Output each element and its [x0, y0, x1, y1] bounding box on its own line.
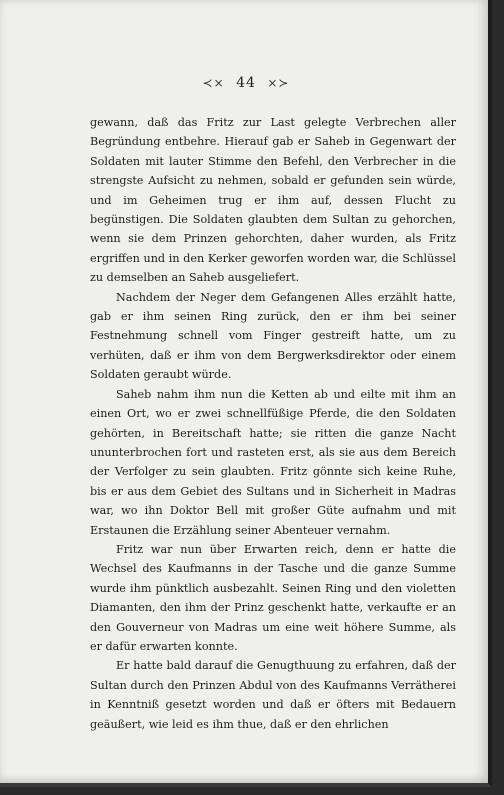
paragraph-3: Saheb nahm ihm nun die Ketten ab und eilte mit ihm an einen Ort, wo er zwei schnellfüßige Pferde, die den Soldaten gehörten, in Bereitschaft hatte; sie ritten die ganze Nacht ununterbrochen fort und rasteten erst, als sie aus dem Bereich der Verfolger zu sein glaubten. Fritz gönnte sich keine Ruhe, bis er aus dem Gebiet des Sultans und in Sicherheit in Madras war, wo ihn Doktor Bell mit großer Güte aufnahm und mit Erstaunen die Erzählung seiner Abenteuer vernahm. — [90, 387, 456, 537]
ornament-left-icon: ≺× — [202, 76, 225, 90]
page-header — [0, 75, 492, 91]
paragraph-4: Fritz war nun über Erwarten reich, denn er hatte die Wechsel des Kaufmanns in der Tasche und die ganze Summe wurde ihm pünktlich ausbezahlt. Seinen Ring und den violetten Diamanten, den ihm der Prinz geschenkt hatte, verkaufte er an den Gouverneur von Madras um eine weit höhere Summe, als er dafür erwarten konnte. — [90, 542, 456, 653]
page-number: 44 — [236, 75, 256, 91]
paragraph-5: Er hatte bald darauf die Genugthuung zu erfahren, daß der Sultan durch den Prinzen Abdul von des Kaufmanns Verrätherei in Kenntniß gesetzt worden und daß er öfters mit Bedauern geäußert, wie leid es ihm thue, daß er den ehrlichen — [90, 659, 456, 731]
paragraph-1: gewann, daß das Fritz zur Last gelegte Verbrechen aller Begründung entbehre. Hierauf gab er Saheb in Gegenwart der Soldaten mit lauter Stimme den Befehl, den Verbrecher in die strengste Aufsicht zu nehmen, sobald er gefunden sein würde, und im Geheimen trug er ihm auf, dessen Flucht zu begünstigen. Die Soldaten glaubten dem Sultan zu gehorchen, wenn sie dem Prinzen gehorchten, daher wurden, als Fritz ergriffen und in den Kerker geworfen worden war, die Schlüssel zu demselben an Saheb ausgeliefert. — [90, 116, 456, 285]
ornament-right-icon: ×≻ — [267, 76, 290, 90]
body-text — [90, 113, 456, 734]
paragraph-2: Nachdem der Neger dem Gefangenen Alles erzählt hatte, gab er ihm seinen Ring zurück, den er ihm bei seiner Festnehmung schnell vom Finger gestreift hatte, um zu verhüten, daß er ihm von dem Bergwerksdirektor oder einem Soldaten geraubt würde. — [90, 290, 456, 382]
